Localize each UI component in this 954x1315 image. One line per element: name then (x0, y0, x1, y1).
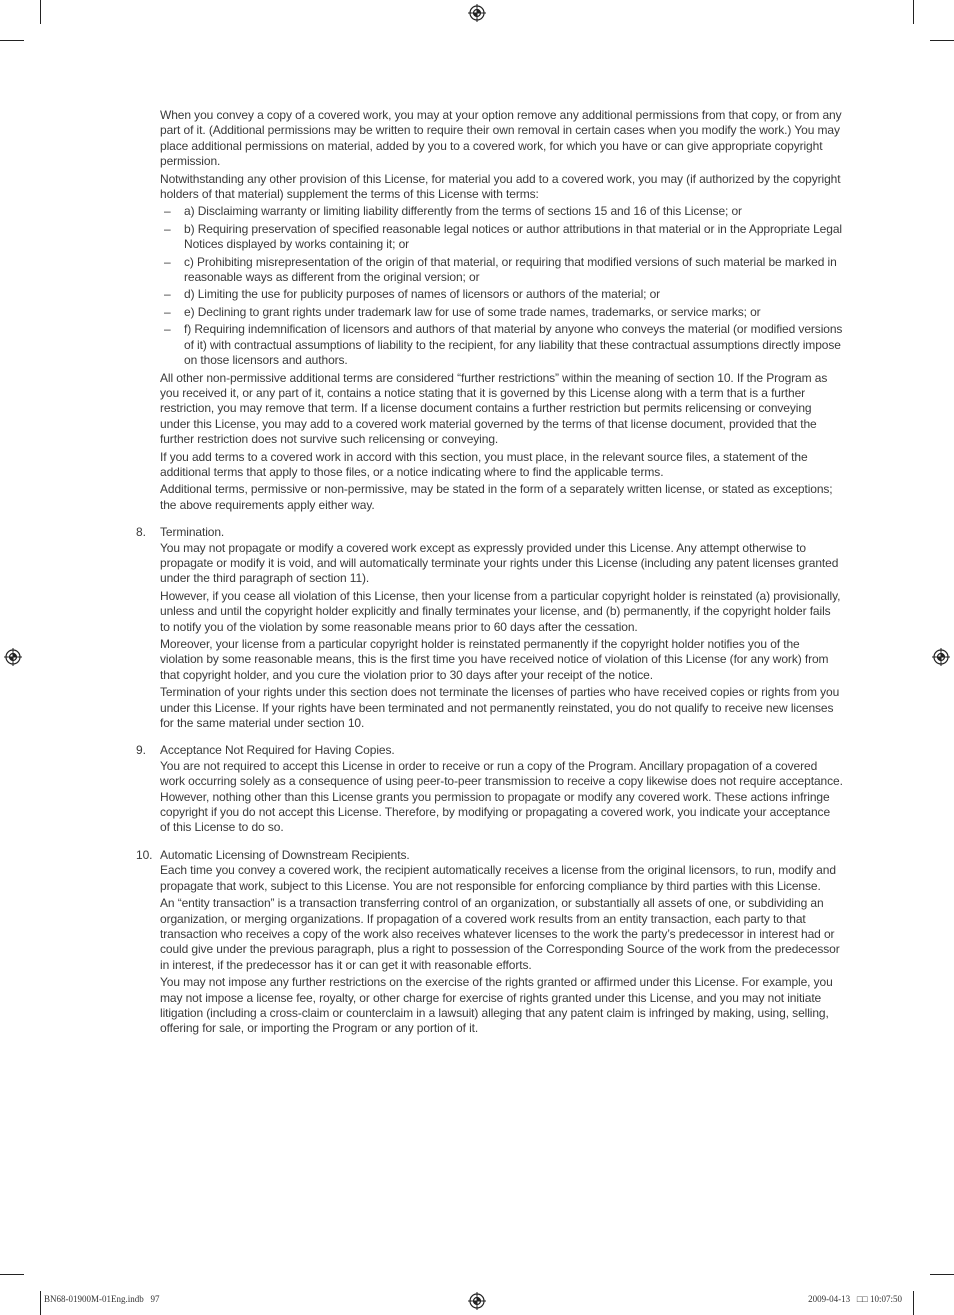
list-item: – c) Prohibiting misrepresentation of the origin of that material, or requiring that modified versions of such material be marked in reasonable ways as different from the original version; or (160, 255, 843, 286)
crop-mark-top-right-vertical (913, 0, 914, 24)
section-acceptance (136, 743, 843, 835)
registration-mark-right-icon (932, 648, 950, 666)
paragraph: When you convey a copy of a covered work, you may at your option remove any additional permissions from that copy, or from any part of it. (Additional permissions may be written to require their own removal in certain cases when you modify the work.) You may place additional permissions on material, added by you to a covered work, for which you have or can give appropriate copyright permission. (160, 108, 842, 169)
section-title: Acceptance Not Required for Having Copies. (160, 743, 395, 758)
list-item: – d) Limiting the use for publicity purposes of names of licensors or authors of the material; or (160, 287, 843, 302)
paragraph: Moreover, your license from a particular copyright holder is reinstated permanently if the copyright holder notifies you of the violation by some reasonable means, this is the first time you have received notice of violation of this License (for any work) from that copyright holder, and you cure the violation prior to 30 days after your receipt of the notice. (160, 637, 829, 682)
crop-mark-top-left-horizontal (0, 40, 24, 41)
crop-mark-bottom-right-horizontal (930, 1274, 954, 1275)
paragraph: You may not propagate or modify a covered work except as expressly provided under this License. Any attempt otherwise to propagate or modify it is void, and will automatically terminate your rights under this License (including any patent licenses granted under the third paragraph of section 11). (160, 540, 839, 586)
paragraph: However, if you cease all violation of this License, then your license from a particular copyright holder is reinstated (a) provisionally, unless and until the copyright holder explicitly and finally terminates your license, and (b) permanently, if the copyright holder fails to notify you of the violation by some reasonable means prior to 60 days after the cessation. (160, 588, 841, 634)
section-title: Termination. (160, 525, 225, 540)
registration-mark-bottom-icon (468, 1292, 486, 1310)
crop-mark-bottom-left-horizontal (0, 1274, 24, 1275)
section-number: 9. (136, 743, 146, 758)
paragraph: Additional terms, permissive or non-permissive, may be stated in the form of a separately written license, or stated as exceptions; the above requirements apply either way. (160, 482, 833, 512)
registration-mark-top-icon (468, 4, 486, 22)
section-number: 8. (136, 525, 146, 540)
section-number: 10. (136, 847, 153, 862)
paragraph: Termination of your rights under this section does not terminate the licenses of parties who have received copies or rights from you under this License. If your rights have been terminated and not permanently reinstated, you do not qualify to receive new licenses for the same material under section 10. (160, 685, 840, 731)
crop-mark-top-right-horizontal (930, 40, 954, 41)
list-item: – e) Declining to grant rights under trademark law for use of some trade names, trademarks, or service marks; or (160, 305, 843, 320)
paragraph: You are not required to accept this License in order to receive or run a copy of the Program. Ancillary propagation of a covered work occurring solely as a consequence of using peer-to-peer transmission to receive a copy likewise does not require acceptance. However, nothing other than this License grants you permission to propagate or modify any covered work. These actions infringe copyright if you do not accept this License. Therefore, by modifying or propagating a covered work, you indicate your acceptance of this License to do so. (160, 758, 843, 835)
paragraph: Each time you convey a covered work, the recipient automatically receives a license from the original licensors, to run, modify and propagate that work, subject to this License. You are not responsible for enforcing compliance by third parties with this License. (160, 863, 836, 893)
list-item: – f) Requiring indemnification of licensors and authors of that material by anyone who conveys the material (or modified versions of it) with contractual assumptions of liability to the recipient, for any liability that these contractual assumptions directly impose on those licensors and authors. (160, 322, 843, 368)
license-text-body (136, 108, 843, 1039)
paragraph: An “entity transaction” is a transaction transferring control of an organization, or substantially all assets of one, or subdividing an organization, or merging organizations. If propagation of a covered work results from an entity transaction, each party to that transaction who receives a copy of the work also receives whatever licenses to the work the party’s predecessor in interest had or could give under the previous paragraph, plus a right to possession of the Corresponding Source of the work from the predecessor in interest, if the predecessor has it or can get it with reasonable efforts. (160, 896, 840, 972)
footer-file-label: BN68-01900M-01Eng.indb 97 (44, 1294, 160, 1304)
list-item: – b) Requiring preservation of specified reasonable legal notices or author attributions in that material or in the Appropriate Legal Notices displayed by works containing it; or (160, 222, 843, 253)
additional-terms-list (160, 204, 843, 368)
paragraph: All other non-permissive additional terms are considered “further restrictions” within the meaning of section 10. If the Program as you received it, or any part of it, contains a notice stating that it is governed by this License along with a term that is a further restriction, you may remove that term. If a license document contains a further restriction but permits relicensing or conveying under this License, you may add to a covered work material governed by the terms of that license document, provided that the further restriction does not survive such relicensing or conveying. (160, 370, 828, 447)
registration-mark-left-icon (4, 648, 22, 666)
crop-mark-bottom-right-vertical (913, 1291, 914, 1315)
list-item: – a) Disclaiming warranty or limiting liability differently from the terms of sections 15 and 16 of this License; or (160, 204, 843, 219)
section-title: Automatic Licensing of Downstream Recipients. (160, 847, 410, 862)
crop-mark-bottom-left-vertical (40, 1291, 41, 1315)
paragraph: If you add terms to a covered work in accord with this section, you must place, in the relevant source files, a statement of the additional terms that apply to those files, or a notice indicating where to find the applicable terms. (160, 449, 808, 479)
crop-mark-top-left-vertical (40, 0, 41, 24)
section-termination (136, 525, 843, 731)
section-automatic-licensing (136, 847, 843, 1037)
footer-timestamp: 2009-04-13 □□ 10:07:50 (808, 1294, 902, 1304)
paragraph: Notwithstanding any other provision of this License, for material you add to a covered work, you may (if authorized by the copyright holders of that material) supplement the terms of this License with terms: (160, 171, 841, 202)
paragraph: You may not impose any further restrictions on the exercise of the rights granted or affirmed under this License. For example, you may not impose a license fee, royalty, or other charge for exercise of rights granted under this License, and you may not initiate litigation (including a cross-claim or counterclaim in a lawsuit) alleging that any patent claim is infringed by making, using, selling, offering for sale, or importing the Program or any portion of it. (160, 975, 833, 1036)
